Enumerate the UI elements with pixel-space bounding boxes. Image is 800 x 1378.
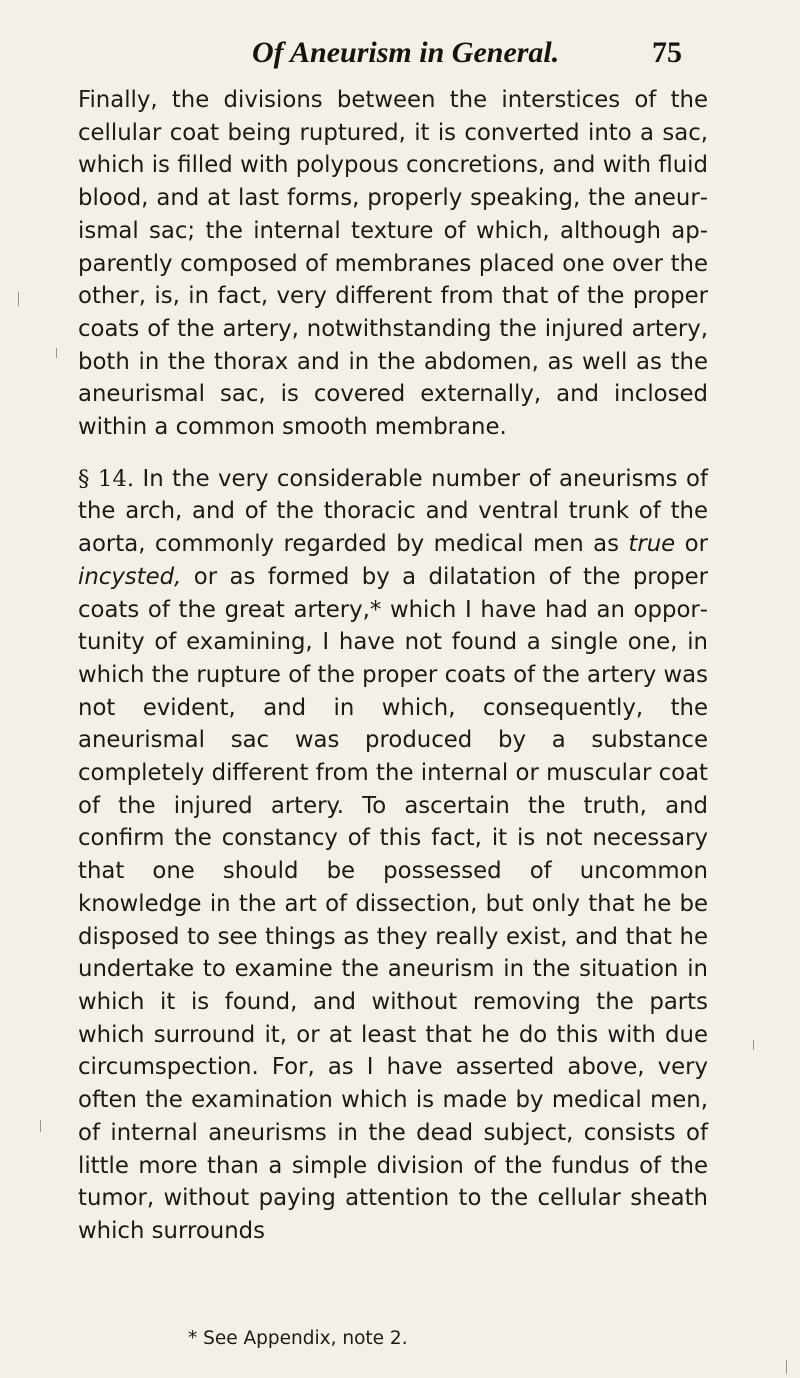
italic-term-true: true (628, 531, 676, 558)
page-edge-mark (18, 292, 19, 306)
page-edge-mark (786, 1360, 787, 1374)
page-edge-mark (40, 1120, 41, 1132)
paragraph-2-rest: or as formed by a dilatation of the proper coats of the great artery,* which I have had an opportunity of examining, I have not found a single one, in which the rupture of the proper coats of the artery was not evident, and in which, consequently, the aneurismal sac was produced by a substance completely different from the internal or muscular coat of the injured artery. To ascertain the truth, and confirm the constancy of this fact, it is not necessary that one should be possessed of uncommon knowledge in the art of dissection, but only that he be disposed to see things as they really exist, and that he undertake to examine the aneurism in the situation in which it is found, and without removing the parts which surround it, or at least that he do this with due circumspection. For, as I have asserted above, very often the examination which is made by medical men, of internal aneurisms in the dead subject, consists of little more than a simple division of the fundus of the tumor, without paying attention to the cellular sheath which surrounds (78, 563, 708, 1244)
page-number: 75 (652, 36, 682, 69)
page-edge-mark (56, 348, 57, 358)
section-number: § 14. (78, 465, 135, 492)
paragraph-2 (78, 463, 708, 1248)
italic-term-incysted: incysted, (78, 563, 182, 590)
footnote: * See Appendix, note 2. (188, 1328, 408, 1349)
body-text (78, 84, 708, 1248)
running-header (250, 36, 730, 76)
running-title: Of Aneurism in General. (252, 36, 560, 69)
paragraph-1: Finally, the divisions between the interstices of the cellular coat being ruptured, it is converted into a sac, which is filled with polypous concretions, and with fluid blood, and at last forms, properly speaking, the aneurismal sac; the internal texture of which, although apparently composed of membranes placed one over the other, is, in fact, very different from that of the proper coats of the artery, notwithstanding the injured artery, both in the thorax and in the abdomen, as well as the aneurismal sac, is covered externally, and inclosed within a common smooth membrane. (78, 87, 708, 441)
paragraph-2-lead: In the very considerable number of aneurisms of the arch, and of the thoracic and ventral trunk of the aorta, commonly regarded by medical men as (78, 465, 708, 558)
page-edge-mark (753, 1040, 754, 1050)
paragraph-2-connector: or (675, 531, 708, 558)
